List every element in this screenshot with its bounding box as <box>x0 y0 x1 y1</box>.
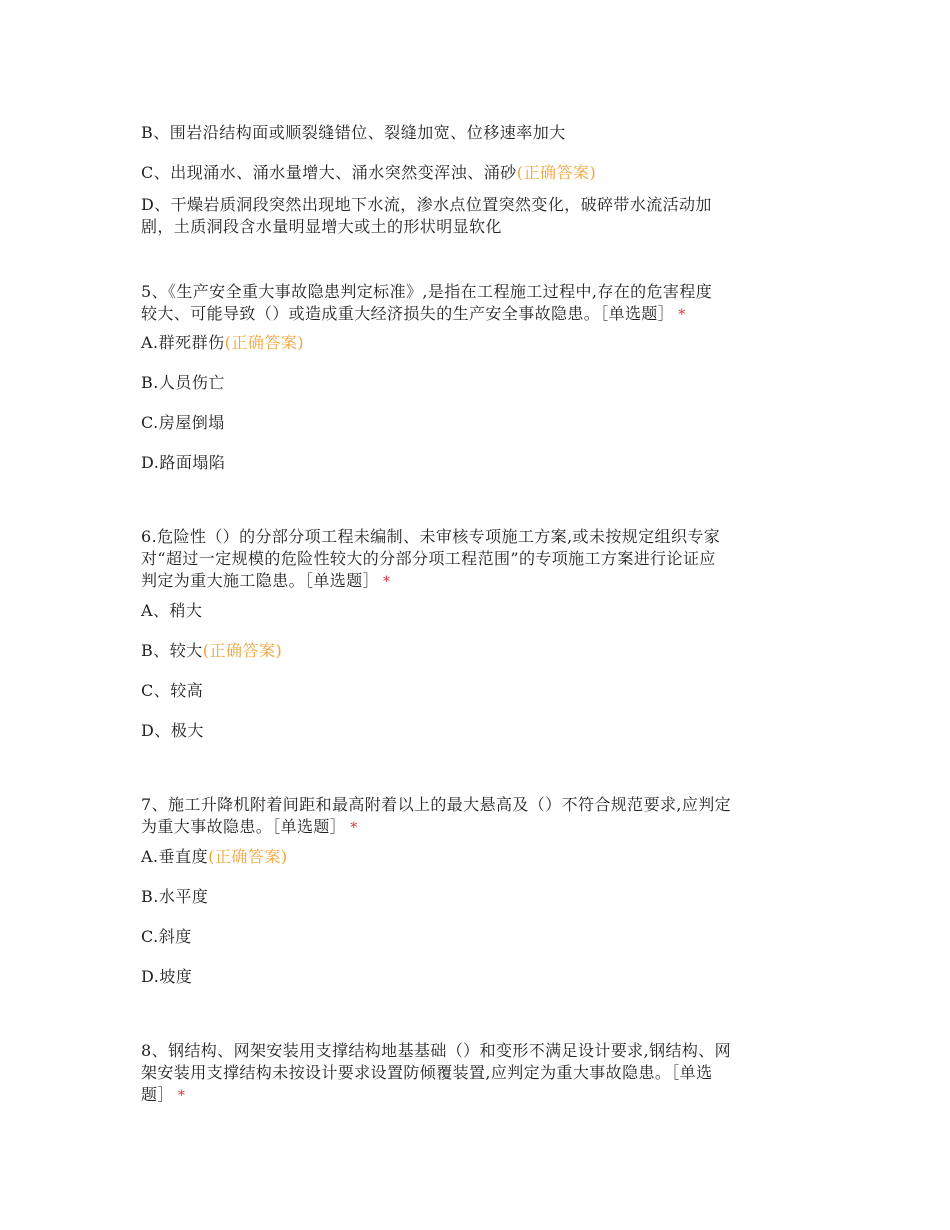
q5-option-a[interactable] <box>141 332 304 354</box>
question-5-stem <box>141 281 821 326</box>
question-8-stem <box>141 1040 821 1107</box>
question-text-line-2: 对“超过一定规模的危险性较大的分部分项工程范围”的专项施工方案进行论证应 <box>141 549 716 568</box>
option-text: A、稍大 <box>141 601 203 620</box>
q6-option-d[interactable] <box>141 720 204 742</box>
option-text-line-1: D、干燥岩质洞段突然出现地下水流，渗水点位置突然变化，破碎带水流活动加 <box>141 195 712 214</box>
question-text-line-1: 6.危险性（）的分部分项工程未编制、未审核专项施工方案,或未按规定组织专家 <box>141 527 721 546</box>
option-text: D.坡度 <box>141 967 193 986</box>
question-text-line-2: 为重大事故隐患。［单选题］ * <box>141 817 358 836</box>
required-star: * <box>350 820 358 836</box>
correct-answer-tag: (正确答案) <box>208 847 288 866</box>
q7-option-d[interactable] <box>141 966 192 988</box>
option-text: B、较大 <box>141 641 203 660</box>
correct-answer-tag: (正确答案) <box>224 333 305 352</box>
question-7-stem <box>141 794 821 839</box>
q6-option-c[interactable] <box>141 680 203 702</box>
question-text-line-2: 架安装用支撑结构未按设计要求设置防倾覆装置,应判定为重大事故隐患。［单选 <box>141 1063 713 1082</box>
option-text: B.人员伤亡 <box>141 373 225 392</box>
question-text-line-1: 7、施工升降机附着间距和最高附着以上的最大悬高及（）不符合规范要求,应判定 <box>141 795 732 814</box>
q6-option-b[interactable] <box>141 640 282 662</box>
option-text: B、围岩沿结构面或顺裂缝错位、裂缝加宽、位移速率加大 <box>141 123 566 142</box>
q7-option-b[interactable] <box>141 886 208 908</box>
question-text-line-3: 判定为重大施工隐患。［单选题］ * <box>141 571 391 590</box>
correct-answer-tag: (正确答案) <box>516 163 597 182</box>
option-text: C、出现涌水、涌水量增大、涌水突然变浑浊、涌砂 <box>141 163 517 182</box>
option-text: C.房屋倒塌 <box>141 413 225 432</box>
q5-option-d[interactable] <box>141 452 225 474</box>
required-star: * <box>678 307 686 323</box>
question-text-line-3: 题］ * <box>141 1085 186 1104</box>
option-text: C、较高 <box>141 681 204 700</box>
q4-option-b[interactable] <box>141 122 566 144</box>
correct-answer-tag: (正确答案) <box>202 641 283 660</box>
question-6-stem <box>141 526 821 593</box>
option-text: B.水平度 <box>141 887 209 906</box>
required-star: * <box>177 1088 186 1104</box>
question-text-line-1: 5、《生产安全重大事故隐患判定标准》,是指在工程施工过程中,存在的危害程度 <box>141 282 713 301</box>
question-text-line-2: 较大、可能导致（）或造成重大经济损失的生产安全事故隐患。［单选题］ * <box>141 304 686 323</box>
option-text: D、极大 <box>141 721 204 740</box>
q5-option-b[interactable] <box>141 372 225 394</box>
q7-option-c[interactable] <box>141 926 192 948</box>
option-text: A.垂直度 <box>141 847 209 866</box>
question-text-line-1: 8、钢结构、网架安装用支撑结构地基基础（）和变形不满足设计要求,钢结构、网 <box>141 1041 732 1060</box>
q5-option-c[interactable] <box>141 412 225 434</box>
required-star: * <box>383 574 391 590</box>
option-text: C.斜度 <box>141 927 192 946</box>
q4-option-c[interactable] <box>141 162 596 184</box>
option-text-line-2: 剧，土质洞段含水量明显增大或土的形状明显软化 <box>141 217 502 236</box>
q4-option-d[interactable] <box>141 194 821 238</box>
option-text: D.路面塌陷 <box>141 453 226 472</box>
q7-option-a[interactable] <box>141 846 288 868</box>
option-text: A.群死群伤 <box>141 333 225 352</box>
q6-option-a[interactable] <box>141 600 203 622</box>
